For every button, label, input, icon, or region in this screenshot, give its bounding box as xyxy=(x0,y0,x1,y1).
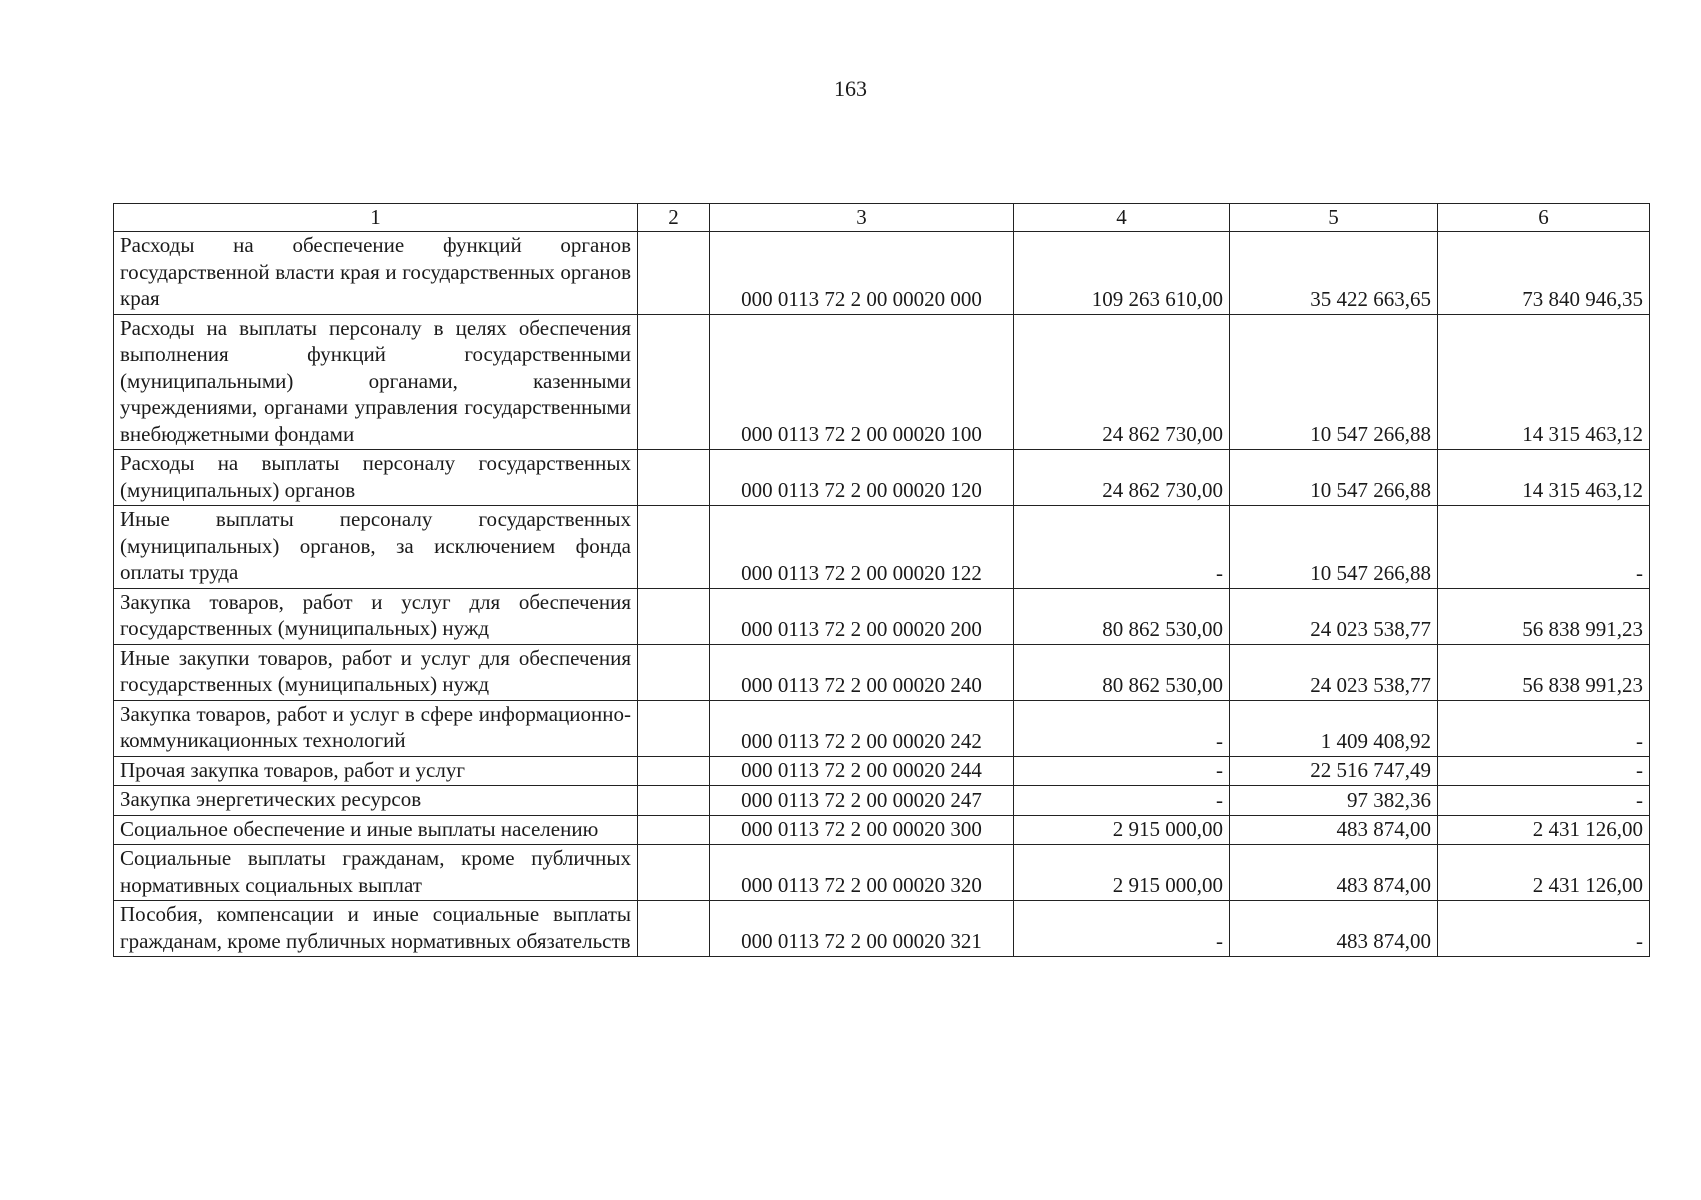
table-body xyxy=(114,232,1650,957)
cell-col-4: 2 915 000,00 xyxy=(1014,815,1230,845)
table-row xyxy=(114,506,1650,589)
cell-col-5: 97 382,36 xyxy=(1230,786,1438,816)
header-col-4: 4 xyxy=(1014,204,1230,232)
cell-name: Иные закупки товаров, работ и услуг для обеспечения государственных (муниципальных) нужд xyxy=(114,644,638,700)
cell-name: Прочая закупка товаров, работ и услуг xyxy=(114,756,638,786)
cell-col-5: 24 023 538,77 xyxy=(1230,644,1438,700)
cell-col-6: 14 315 463,12 xyxy=(1438,314,1650,450)
cell-col-5: 22 516 747,49 xyxy=(1230,756,1438,786)
cell-budget-code: 000 0113 72 2 00 00020 122 xyxy=(710,506,1014,589)
cell-name: Иные выплаты персоналу государственных (муниципальных) органов, за исключением фонда оплаты труда xyxy=(114,506,638,589)
cell-col-6: - xyxy=(1438,901,1650,957)
table-row xyxy=(114,450,1650,506)
cell-col-4: - xyxy=(1014,901,1230,957)
budget-table xyxy=(113,203,1650,957)
cell-budget-code: 000 0113 72 2 00 00020 240 xyxy=(710,644,1014,700)
cell-col-2 xyxy=(638,644,710,700)
table-row xyxy=(114,845,1650,901)
cell-col-4: 2 915 000,00 xyxy=(1014,845,1230,901)
cell-col-4: 24 862 730,00 xyxy=(1014,450,1230,506)
table-row xyxy=(114,588,1650,644)
cell-col-5: 1 409 408,92 xyxy=(1230,700,1438,756)
cell-col-5: 483 874,00 xyxy=(1230,901,1438,957)
cell-col-2 xyxy=(638,901,710,957)
cell-col-6: - xyxy=(1438,506,1650,589)
table-row xyxy=(114,644,1650,700)
cell-col-6: 73 840 946,35 xyxy=(1438,232,1650,315)
cell-col-4: 109 263 610,00 xyxy=(1014,232,1230,315)
table-row xyxy=(114,815,1650,845)
cell-col-2 xyxy=(638,700,710,756)
header-col-1: 1 xyxy=(114,204,638,232)
cell-col-4: - xyxy=(1014,786,1230,816)
cell-col-2 xyxy=(638,232,710,315)
header-col-3: 3 xyxy=(710,204,1014,232)
cell-col-6: 14 315 463,12 xyxy=(1438,450,1650,506)
cell-name: Закупка энергетических ресурсов xyxy=(114,786,638,816)
cell-col-5: 35 422 663,65 xyxy=(1230,232,1438,315)
cell-col-2 xyxy=(638,588,710,644)
cell-budget-code: 000 0113 72 2 00 00020 300 xyxy=(710,815,1014,845)
table-header xyxy=(114,204,1650,232)
cell-col-4: 80 862 530,00 xyxy=(1014,588,1230,644)
cell-col-2 xyxy=(638,845,710,901)
cell-col-5: 10 547 266,88 xyxy=(1230,450,1438,506)
cell-col-6: 56 838 991,23 xyxy=(1438,644,1650,700)
cell-col-6: - xyxy=(1438,756,1650,786)
cell-budget-code: 000 0113 72 2 00 00020 200 xyxy=(710,588,1014,644)
table-row xyxy=(114,314,1650,450)
cell-col-2 xyxy=(638,756,710,786)
table-row xyxy=(114,756,1650,786)
cell-name: Социальные выплаты гражданам, кроме публичных нормативных социальных выплат xyxy=(114,845,638,901)
cell-name: Расходы на выплаты персоналу в целях обеспечения выполнения функций государственными (муниципальными) органами, казенными учреждениями, органами управления государственными внебюджетными фондами xyxy=(114,314,638,450)
cell-budget-code: 000 0113 72 2 00 00020 100 xyxy=(710,314,1014,450)
table-row xyxy=(114,700,1650,756)
cell-col-4: - xyxy=(1014,756,1230,786)
cell-col-2 xyxy=(638,450,710,506)
cell-name: Расходы на обеспечение функций органов государственной власти края и государственных органов края xyxy=(114,232,638,315)
cell-col-5: 10 547 266,88 xyxy=(1230,506,1438,589)
page-number: 163 xyxy=(834,76,867,101)
cell-col-5: 483 874,00 xyxy=(1230,815,1438,845)
cell-budget-code: 000 0113 72 2 00 00020 320 xyxy=(710,845,1014,901)
cell-col-2 xyxy=(638,815,710,845)
table-row xyxy=(114,232,1650,315)
cell-budget-code: 000 0113 72 2 00 00020 247 xyxy=(710,786,1014,816)
cell-name: Закупка товаров, работ и услуг для обеспечения государственных (муниципальных) нужд xyxy=(114,588,638,644)
cell-col-4: - xyxy=(1014,700,1230,756)
cell-col-5: 24 023 538,77 xyxy=(1230,588,1438,644)
cell-budget-code: 000 0113 72 2 00 00020 244 xyxy=(710,756,1014,786)
cell-col-6: 56 838 991,23 xyxy=(1438,588,1650,644)
cell-col-4: 80 862 530,00 xyxy=(1014,644,1230,700)
cell-col-2 xyxy=(638,314,710,450)
cell-col-2 xyxy=(638,786,710,816)
cell-col-6: 2 431 126,00 xyxy=(1438,815,1650,845)
cell-budget-code: 000 0113 72 2 00 00020 242 xyxy=(710,700,1014,756)
cell-col-6: 2 431 126,00 xyxy=(1438,845,1650,901)
cell-col-4: - xyxy=(1014,506,1230,589)
cell-col-6: - xyxy=(1438,700,1650,756)
cell-col-5: 10 547 266,88 xyxy=(1230,314,1438,450)
cell-budget-code: 000 0113 72 2 00 00020 321 xyxy=(710,901,1014,957)
header-col-6: 6 xyxy=(1438,204,1650,232)
header-col-5: 5 xyxy=(1230,204,1438,232)
cell-budget-code: 000 0113 72 2 00 00020 000 xyxy=(710,232,1014,315)
cell-budget-code: 000 0113 72 2 00 00020 120 xyxy=(710,450,1014,506)
cell-name: Закупка товаров, работ и услуг в сфере информационно-коммуникационных технологий xyxy=(114,700,638,756)
header-col-2: 2 xyxy=(638,204,710,232)
cell-col-4: 24 862 730,00 xyxy=(1014,314,1230,450)
cell-name: Социальное обеспечение и иные выплаты населению xyxy=(114,815,638,845)
cell-col-6: - xyxy=(1438,786,1650,816)
cell-col-5: 483 874,00 xyxy=(1230,845,1438,901)
cell-name: Расходы на выплаты персоналу государственных (муниципальных) органов xyxy=(114,450,638,506)
cell-name: Пособия, компенсации и иные социальные выплаты гражданам, кроме публичных нормативных обязательств xyxy=(114,901,638,957)
table-row xyxy=(114,786,1650,816)
cell-col-2 xyxy=(638,506,710,589)
table-row xyxy=(114,901,1650,957)
header-row xyxy=(114,204,1650,232)
